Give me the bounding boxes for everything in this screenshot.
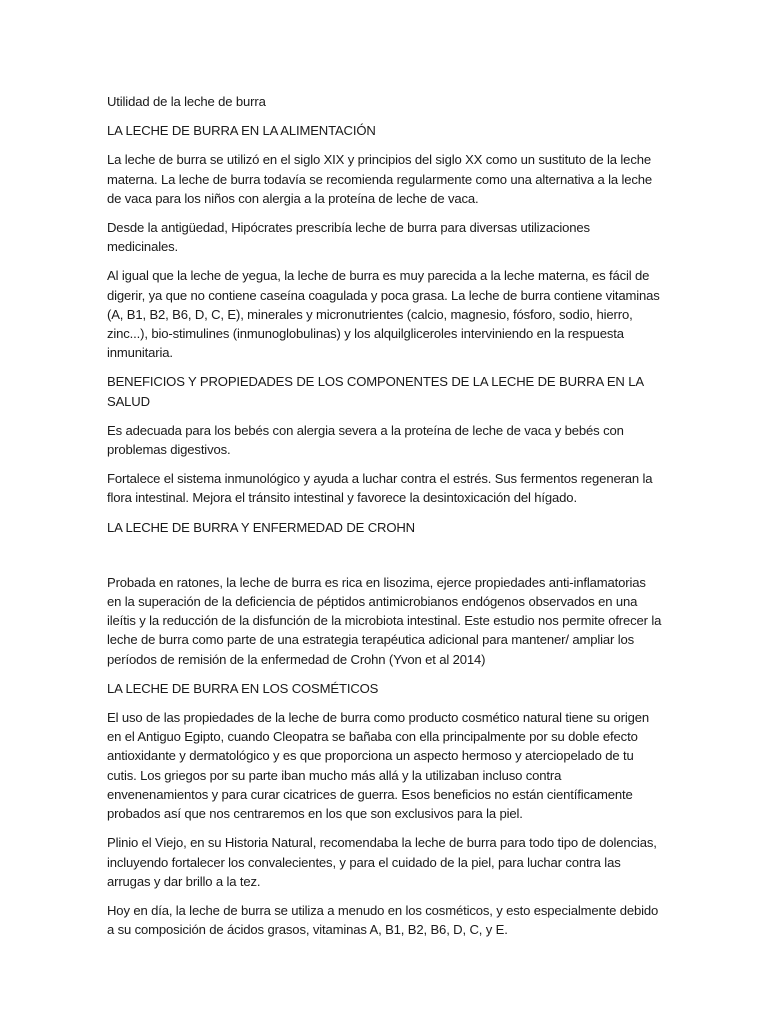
paragraph-cleopatra: El uso de las propiedades de la leche de burra como producto cosmético natural tiene su origen en el Antiguo Egipto, cuando Cleopatra se bañaba con ella principalmente por su doble efecto antioxidante y dermatológico y es que proporciona un aspecto hermoso y aterciopelado de tu cutis. Los griegos por su parte iban mucho más allá y la utilizaban incluso contra envenenamientos y para curar cicatrices de guerra. Esos beneficios no están científicamente probados así que nos centraremos en los que son exclusivos para la piel. xyxy=(107,710,649,822)
paragraph-composicion: Al igual que la leche de yegua, la leche de burra es muy parecida a la leche materna, es fácil de digerir, ya que no contiene caseína coagulada y poca grasa. La leche de burra contiene vitaminas (A, B1, B2, B6, D, C, E), minerales y micronutrientes (calcio, magnesio, fósforo, sodio, hierro, zinc...), bio-stimulines (inmunoglobulinas) y los alquilgliceroles interviniendo en la respuesta inmunitaria. xyxy=(107,268,660,361)
section-heading-beneficios: BENEFICIOS Y PROPIEDADES DE LOS COMPONENTES DE LA LECHE DE BURRA EN LA SALUD xyxy=(107,374,644,409)
section-heading-alimentacion: LA LECHE DE BURRA EN LA ALIMENTACIÓN xyxy=(107,123,376,139)
paragraph-sistema-inmunologico: Fortalece el sistema inmunológico y ayuda a luchar contra el estrés. Sus fermentos regeneran la flora intestinal. Mejora el tránsito intestinal y favorece la desintoxicación del hígado. xyxy=(107,471,653,506)
paragraph-sustituto-leche-materna: La leche de burra se utilizó en el siglo XIX y principios del siglo XX como un sustituto de la leche materna. La leche de burra todavía se recomienda regularmente como una alternativa a la leche de vaca para los niños con alergia a la proteína de leche de vaca. xyxy=(107,152,653,206)
section-heading-crohn: LA LECHE DE BURRA Y ENFERMEDAD DE CROHN xyxy=(107,519,415,535)
document-body xyxy=(107,92,663,949)
paragraph-plinio: Plinio el Viejo, en su Historia Natural, recomendaba la leche de burra para todo tipo de dolencias, incluyendo fortalecer los convalecientes, y para el cuidado de la piel, para luchar contra las arrugas y dar brillo a la tez. xyxy=(107,835,657,889)
section-heading-cosmeticos: LA LECHE DE BURRA EN LOS COSMÉTICOS xyxy=(107,680,379,696)
paragraph-estudio-ratones: Probada en ratones, la leche de burra es rica en lisozima, ejerce propiedades anti-inflamatorias en la superación de la deficiencia de péptidos antimicrobianos endógenos observados en una ileítis y la reducción de la disfunción de la microbiota intestinal. Este estudio nos permite ofrecer la leche de burra como parte de una estrategia terapéutica adicional para mantener/ ampliar los períodos de remisión de la enfermedad de Crohn (Yvon et al 2014) xyxy=(107,574,662,667)
blank-line xyxy=(107,547,663,573)
paragraph-hipocrates: Desde la antigüedad, Hipócrates prescribía leche de burra para diversas utilizaciones medicinales. xyxy=(107,220,590,255)
document-title: Utilidad de la leche de burra xyxy=(107,94,266,109)
paragraph-bebes-alergia: Es adecuada para los bebés con alergia severa a la proteína de leche de vaca y bebés con problemas digestivos. xyxy=(107,422,624,458)
paragraph-cosmeticos-hoy: Hoy en día, la leche de burra se utiliza a menudo en los cosméticos, y esto especialmente debido a su composición de ácidos grasos, vitaminas A, B1, B2, B6, D, C, y E. xyxy=(107,902,659,938)
